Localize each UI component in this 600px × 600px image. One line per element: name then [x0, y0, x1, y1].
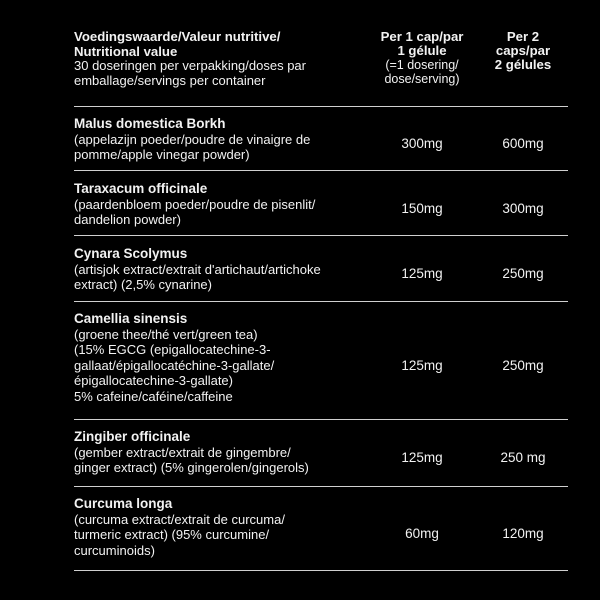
- ingredient-name: Camellia sinensis: [74, 311, 188, 326]
- ingredient-desc-line: curcuminoids): [74, 542, 155, 558]
- ingredient-name: Cynara Scolymus: [74, 246, 188, 261]
- table-row: [74, 487, 568, 571]
- amount-per1: 60mg: [405, 525, 439, 541]
- ingredient-desc-line: (appelazijn poeder/poudre de vinaigre de: [74, 132, 311, 147]
- ingredient-desc-line: extract) (2,5% cynarine): [74, 277, 212, 293]
- table-row: [74, 107, 568, 171]
- header-per2-line3: 2 gélules: [494, 57, 552, 72]
- ingredient-desc-line: gallaat/épigallocatéchine-3-gallate/: [74, 357, 275, 373]
- ingredient-cell: [74, 181, 366, 235]
- ingredient-desc-line: épigallocatechine-3-gallate): [74, 373, 233, 389]
- ingredient-desc-line: pomme/apple vinegar powder): [74, 147, 250, 163]
- ingredient-desc-line: (paardenbloem poeder/poudre de pisenlit/: [74, 197, 316, 212]
- header-title-cell: [74, 30, 366, 106]
- amount-per2: 250 mg: [500, 450, 546, 465]
- ingredient-cell: [74, 429, 366, 486]
- header-sub-line2: emballage/servings per container: [74, 72, 266, 88]
- amount-per2: 250mg: [502, 357, 544, 373]
- header-per1-line2: 1 gélule: [397, 43, 447, 58]
- ingredient-desc-line: (groene thee/thé vert/green tea): [74, 327, 258, 342]
- nutrition-table: [74, 30, 568, 571]
- amount-per1: 125mg: [401, 357, 443, 373]
- amount-per2: 120mg: [502, 525, 544, 541]
- amount-per2: 250mg: [502, 266, 544, 281]
- amount-per2: 300mg: [502, 200, 544, 216]
- header-per2-cell: [478, 30, 568, 106]
- ingredient-desc-line: 5% cafeine/caféine/caffeine: [74, 388, 233, 404]
- table-row: [74, 420, 568, 487]
- ingredient-cell: [74, 246, 366, 301]
- ingredient-name: Curcuma longa: [74, 496, 173, 511]
- ingredient-desc-line: turmeric extract) (95% curcumine/: [74, 527, 270, 543]
- ingredient-desc-line: (gember extract/extrait de gingembre/: [74, 445, 291, 460]
- header-sub-line1: 30 doseringen per verpakking/doses par: [74, 58, 306, 73]
- header-per2-line2: caps/par: [495, 43, 551, 58]
- header-per2-line1: Per 2: [506, 29, 540, 44]
- header-per1-line4: dose/serving): [384, 72, 460, 86]
- header-per1-cell: [366, 30, 478, 106]
- amount-per1: 125mg: [401, 266, 443, 281]
- ingredient-desc-line: (artisjok extract/extrait d'artichaut/artichoke: [74, 262, 321, 277]
- ingredient-desc-line: (15% EGCG (epigallocatechine-3-: [74, 342, 271, 358]
- amount-per2: 600mg: [502, 135, 544, 151]
- ingredient-cell: [74, 116, 366, 170]
- ingredient-name: Taraxacum officinale: [74, 181, 208, 196]
- ingredient-name: Zingiber officinale: [74, 429, 191, 444]
- header-title-line2: Nutritional value: [74, 43, 178, 59]
- amount-per1: 125mg: [401, 450, 443, 465]
- ingredient-desc-line: (curcuma extract/extrait de curcuma/: [74, 512, 285, 527]
- table-header: [74, 30, 568, 107]
- header-per1-line1: Per 1 cap/par: [380, 29, 464, 44]
- header-per1-line3: (=1 dosering/: [385, 58, 459, 72]
- ingredient-cell: [74, 311, 366, 419]
- table-row: [74, 236, 568, 302]
- amount-per1: 300mg: [401, 135, 443, 151]
- table-row: [74, 302, 568, 420]
- amount-per1: 150mg: [401, 200, 443, 216]
- ingredient-desc-line: ginger extract) (5% gingerolen/gingerols): [74, 460, 309, 476]
- header-title-line1: Voedingswaarde/Valeur nutritive/: [74, 29, 281, 44]
- ingredient-cell: [74, 496, 366, 570]
- ingredient-name: Malus domestica Borkh: [74, 116, 226, 131]
- ingredient-desc-line: dandelion powder): [74, 212, 181, 228]
- table-row: [74, 171, 568, 236]
